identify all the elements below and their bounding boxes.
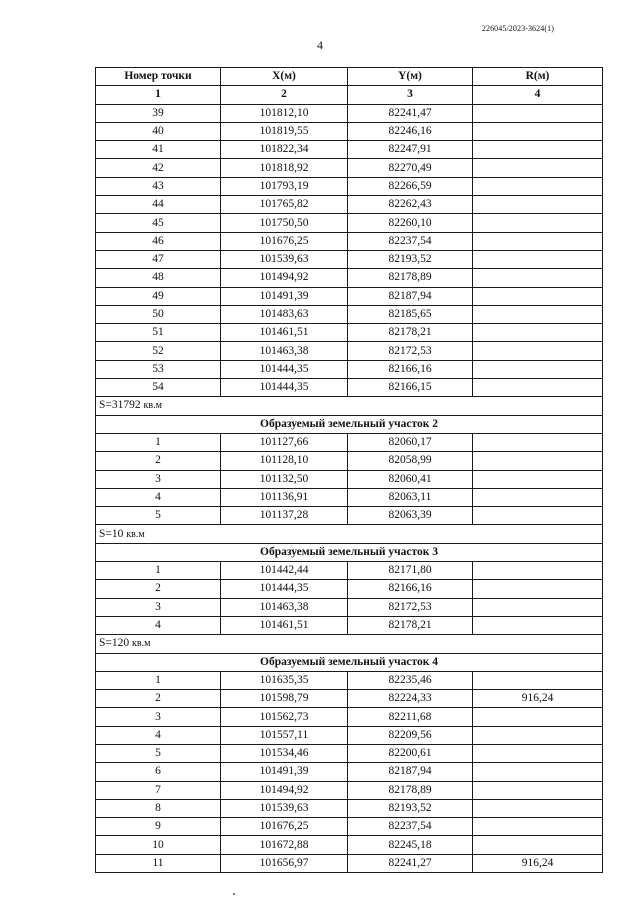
y-coordinate-cell: 82241,47 [348, 104, 473, 122]
y-coordinate-cell: 82060,41 [348, 470, 473, 488]
radius-cell [473, 818, 603, 836]
table-row [96, 799, 603, 817]
y-coordinate-cell: 82266,59 [348, 177, 473, 195]
x-coordinate-cell: 101812,10 [221, 104, 348, 122]
point-number-cell: 10 [96, 836, 221, 854]
table-row [96, 379, 603, 397]
radius-cell [473, 488, 603, 506]
radius-cell [473, 726, 603, 744]
area-value: S=10 [99, 527, 124, 540]
y-coordinate-cell: 82193,52 [348, 799, 473, 817]
radius-cell [473, 562, 603, 580]
table-row [96, 580, 603, 598]
radius-cell [473, 598, 603, 616]
radius-cell [473, 744, 603, 762]
y-coordinate-cell: 82270,49 [348, 159, 473, 177]
x-coordinate-cell: 101539,63 [221, 799, 348, 817]
radius-cell [473, 708, 603, 726]
y-coordinate-cell: 82187,94 [348, 287, 473, 305]
y-coordinate-cell: 82235,46 [348, 671, 473, 689]
area-row [96, 635, 603, 653]
y-coordinate-cell: 82172,53 [348, 342, 473, 360]
y-coordinate-cell: 82063,39 [348, 507, 473, 525]
x-coordinate-cell: 101818,92 [221, 159, 348, 177]
radius-cell [473, 470, 603, 488]
page-number: 4 [317, 38, 323, 52]
area-cell [96, 525, 603, 543]
x-coordinate-cell: 101491,39 [221, 763, 348, 781]
point-number-cell: 8 [96, 799, 221, 817]
section-title-row [96, 653, 603, 671]
x-coordinate-cell: 101676,25 [221, 232, 348, 250]
y-coordinate-cell: 82063,11 [348, 488, 473, 506]
table-row [96, 470, 603, 488]
table-row [96, 196, 603, 214]
table-row [96, 452, 603, 470]
y-coordinate-cell: 82260,10 [348, 214, 473, 232]
x-coordinate-cell: 101463,38 [221, 598, 348, 616]
x-coordinate-cell: 101127,66 [221, 433, 348, 451]
point-number-cell: 4 [96, 726, 221, 744]
y-coordinate-cell: 82209,56 [348, 726, 473, 744]
table-row [96, 214, 603, 232]
column-number: 1 [96, 86, 221, 104]
point-number-cell: 48 [96, 269, 221, 287]
radius-cell: 916,24 [473, 854, 603, 872]
y-coordinate-cell: 82178,89 [348, 269, 473, 287]
column-header-point-number: Номер точки [96, 68, 221, 86]
point-number-cell: 52 [96, 342, 221, 360]
column-number: 3 [348, 86, 473, 104]
x-coordinate-cell: 101494,92 [221, 269, 348, 287]
radius-cell [473, 836, 603, 854]
point-number-cell: 5 [96, 507, 221, 525]
table-row [96, 342, 603, 360]
point-number-cell: 39 [96, 104, 221, 122]
table-row [96, 141, 603, 159]
x-coordinate-cell: 101444,35 [221, 580, 348, 598]
area-row [96, 397, 603, 415]
table-row [96, 507, 603, 525]
x-coordinate-cell: 101672,88 [221, 836, 348, 854]
y-coordinate-cell: 82166,16 [348, 360, 473, 378]
point-number-cell: 11 [96, 854, 221, 872]
table-row [96, 287, 603, 305]
table-row [96, 598, 603, 616]
section-title-row [96, 415, 603, 433]
x-coordinate-cell: 101483,63 [221, 305, 348, 323]
x-coordinate-cell: 101635,35 [221, 671, 348, 689]
table-row [96, 250, 603, 268]
point-number-cell: 2 [96, 580, 221, 598]
area-value: S=31792 [99, 399, 141, 412]
y-coordinate-cell: 82185,65 [348, 305, 473, 323]
column-number: 2 [221, 86, 348, 104]
point-number-cell: 6 [96, 763, 221, 781]
radius-cell [473, 580, 603, 598]
radius-cell [473, 287, 603, 305]
point-number-cell: 7 [96, 781, 221, 799]
radius-cell [473, 379, 603, 397]
x-coordinate-cell: 101491,39 [221, 287, 348, 305]
area-cell [96, 635, 603, 653]
radius-cell [473, 763, 603, 781]
y-coordinate-cell: 82245,18 [348, 836, 473, 854]
area-cell [96, 397, 603, 415]
table-row [96, 159, 603, 177]
point-number-cell: 46 [96, 232, 221, 250]
table-row [96, 433, 603, 451]
table-row [96, 744, 603, 762]
x-coordinate-cell: 101750,50 [221, 214, 348, 232]
radius-cell [473, 214, 603, 232]
column-number-row [96, 86, 603, 104]
y-coordinate-cell: 82224,33 [348, 690, 473, 708]
column-header-r: R(м) [473, 68, 603, 86]
radius-cell [473, 305, 603, 323]
radius-cell [473, 177, 603, 195]
point-number-cell: 4 [96, 488, 221, 506]
y-coordinate-cell: 82241,27 [348, 854, 473, 872]
radius-cell [473, 104, 603, 122]
x-coordinate-cell: 101461,51 [221, 324, 348, 342]
table-row [96, 818, 603, 836]
column-header-x: X(м) [221, 68, 348, 86]
x-coordinate-cell: 101557,11 [221, 726, 348, 744]
x-coordinate-cell: 101136,91 [221, 488, 348, 506]
point-number-cell: 5 [96, 744, 221, 762]
section-title: Образуемый земельный участок 2 [96, 415, 603, 433]
table-row [96, 305, 603, 323]
y-coordinate-cell: 82166,16 [348, 580, 473, 598]
point-number-cell: 49 [96, 287, 221, 305]
radius-cell [473, 433, 603, 451]
column-header-y: Y(м) [348, 68, 473, 86]
x-coordinate-cell: 101598,79 [221, 690, 348, 708]
coordinates-table [95, 67, 603, 873]
table-row [96, 854, 603, 872]
y-coordinate-cell: 82262,43 [348, 196, 473, 214]
radius-cell [473, 269, 603, 287]
x-coordinate-cell: 101494,92 [221, 781, 348, 799]
point-number-cell: 3 [96, 708, 221, 726]
y-coordinate-cell: 82060,17 [348, 433, 473, 451]
area-value: S=120 [99, 637, 130, 650]
x-coordinate-cell: 101128,10 [221, 452, 348, 470]
point-number-cell: 42 [96, 159, 221, 177]
x-coordinate-cell: 101562,73 [221, 708, 348, 726]
radius-cell [473, 507, 603, 525]
point-number-cell: 4 [96, 616, 221, 634]
table-row [96, 836, 603, 854]
document-registration-number: 226045/2023-3624(1) [481, 24, 554, 33]
point-number-cell: 44 [96, 196, 221, 214]
x-coordinate-cell: 101137,28 [221, 507, 348, 525]
point-number-cell: 50 [96, 305, 221, 323]
table-row [96, 488, 603, 506]
radius-cell: 916,24 [473, 690, 603, 708]
section-title: Образуемый земельный участок 4 [96, 653, 603, 671]
table-row [96, 671, 603, 689]
x-coordinate-cell: 101656,97 [221, 854, 348, 872]
point-number-cell: 43 [96, 177, 221, 195]
y-coordinate-cell: 82172,53 [348, 598, 473, 616]
y-coordinate-cell: 82178,89 [348, 781, 473, 799]
radius-cell [473, 799, 603, 817]
y-coordinate-cell: 82171,80 [348, 562, 473, 580]
point-number-cell: 40 [96, 122, 221, 140]
radius-cell [473, 360, 603, 378]
x-coordinate-cell: 101461,51 [221, 616, 348, 634]
y-coordinate-cell: 82237,54 [348, 232, 473, 250]
x-coordinate-cell: 101463,38 [221, 342, 348, 360]
point-number-cell: 1 [96, 562, 221, 580]
radius-cell [473, 452, 603, 470]
radius-cell [473, 616, 603, 634]
y-coordinate-cell: 82247,91 [348, 141, 473, 159]
section-title-row [96, 543, 603, 561]
x-coordinate-cell: 101793,19 [221, 177, 348, 195]
coordinates-table-body [96, 68, 603, 873]
y-coordinate-cell: 82178,21 [348, 616, 473, 634]
y-coordinate-cell: 82058,99 [348, 452, 473, 470]
point-number-cell: 47 [96, 250, 221, 268]
radius-cell [473, 342, 603, 360]
x-coordinate-cell: 101822,34 [221, 141, 348, 159]
point-number-cell: 41 [96, 141, 221, 159]
radius-cell [473, 324, 603, 342]
radius-cell [473, 250, 603, 268]
radius-cell [473, 781, 603, 799]
area-unit: кв.м [132, 638, 151, 650]
x-coordinate-cell: 101819,55 [221, 122, 348, 140]
point-number-cell: 2 [96, 452, 221, 470]
radius-cell [473, 196, 603, 214]
point-number-cell: 53 [96, 360, 221, 378]
x-coordinate-cell: 101132,50 [221, 470, 348, 488]
table-row [96, 232, 603, 250]
point-number-cell: 1 [96, 671, 221, 689]
x-coordinate-cell: 101444,35 [221, 379, 348, 397]
scan-dot [233, 893, 235, 895]
point-number-cell: 1 [96, 433, 221, 451]
y-coordinate-cell: 82193,52 [348, 250, 473, 268]
point-number-cell: 45 [96, 214, 221, 232]
table-row [96, 726, 603, 744]
point-number-cell: 51 [96, 324, 221, 342]
table-row [96, 177, 603, 195]
y-coordinate-cell: 82187,94 [348, 763, 473, 781]
table-row [96, 104, 603, 122]
point-number-cell: 3 [96, 470, 221, 488]
x-coordinate-cell: 101534,46 [221, 744, 348, 762]
table-row [96, 708, 603, 726]
x-coordinate-cell: 101444,35 [221, 360, 348, 378]
y-coordinate-cell: 82237,54 [348, 818, 473, 836]
radius-cell [473, 159, 603, 177]
radius-cell [473, 141, 603, 159]
y-coordinate-cell: 82246,16 [348, 122, 473, 140]
table-row [96, 122, 603, 140]
table-row [96, 763, 603, 781]
x-coordinate-cell: 101539,63 [221, 250, 348, 268]
column-number: 4 [473, 86, 603, 104]
y-coordinate-cell: 82178,21 [348, 324, 473, 342]
point-number-cell: 9 [96, 818, 221, 836]
point-number-cell: 54 [96, 379, 221, 397]
table-row [96, 324, 603, 342]
area-row [96, 525, 603, 543]
radius-cell [473, 671, 603, 689]
radius-cell [473, 122, 603, 140]
table-row [96, 690, 603, 708]
area-unit: кв.м [143, 400, 162, 412]
radius-cell [473, 232, 603, 250]
table-row [96, 269, 603, 287]
table-row [96, 616, 603, 634]
area-unit: кв.м [126, 528, 145, 540]
table-row [96, 360, 603, 378]
y-coordinate-cell: 82166,15 [348, 379, 473, 397]
section-title: Образуемый земельный участок 3 [96, 543, 603, 561]
y-coordinate-cell: 82211,68 [348, 708, 473, 726]
y-coordinate-cell: 82200,61 [348, 744, 473, 762]
table-header-row [96, 68, 603, 86]
x-coordinate-cell: 101442,44 [221, 562, 348, 580]
point-number-cell: 3 [96, 598, 221, 616]
point-number-cell: 2 [96, 690, 221, 708]
x-coordinate-cell: 101676,25 [221, 818, 348, 836]
table-row [96, 781, 603, 799]
table-row [96, 562, 603, 580]
x-coordinate-cell: 101765,82 [221, 196, 348, 214]
